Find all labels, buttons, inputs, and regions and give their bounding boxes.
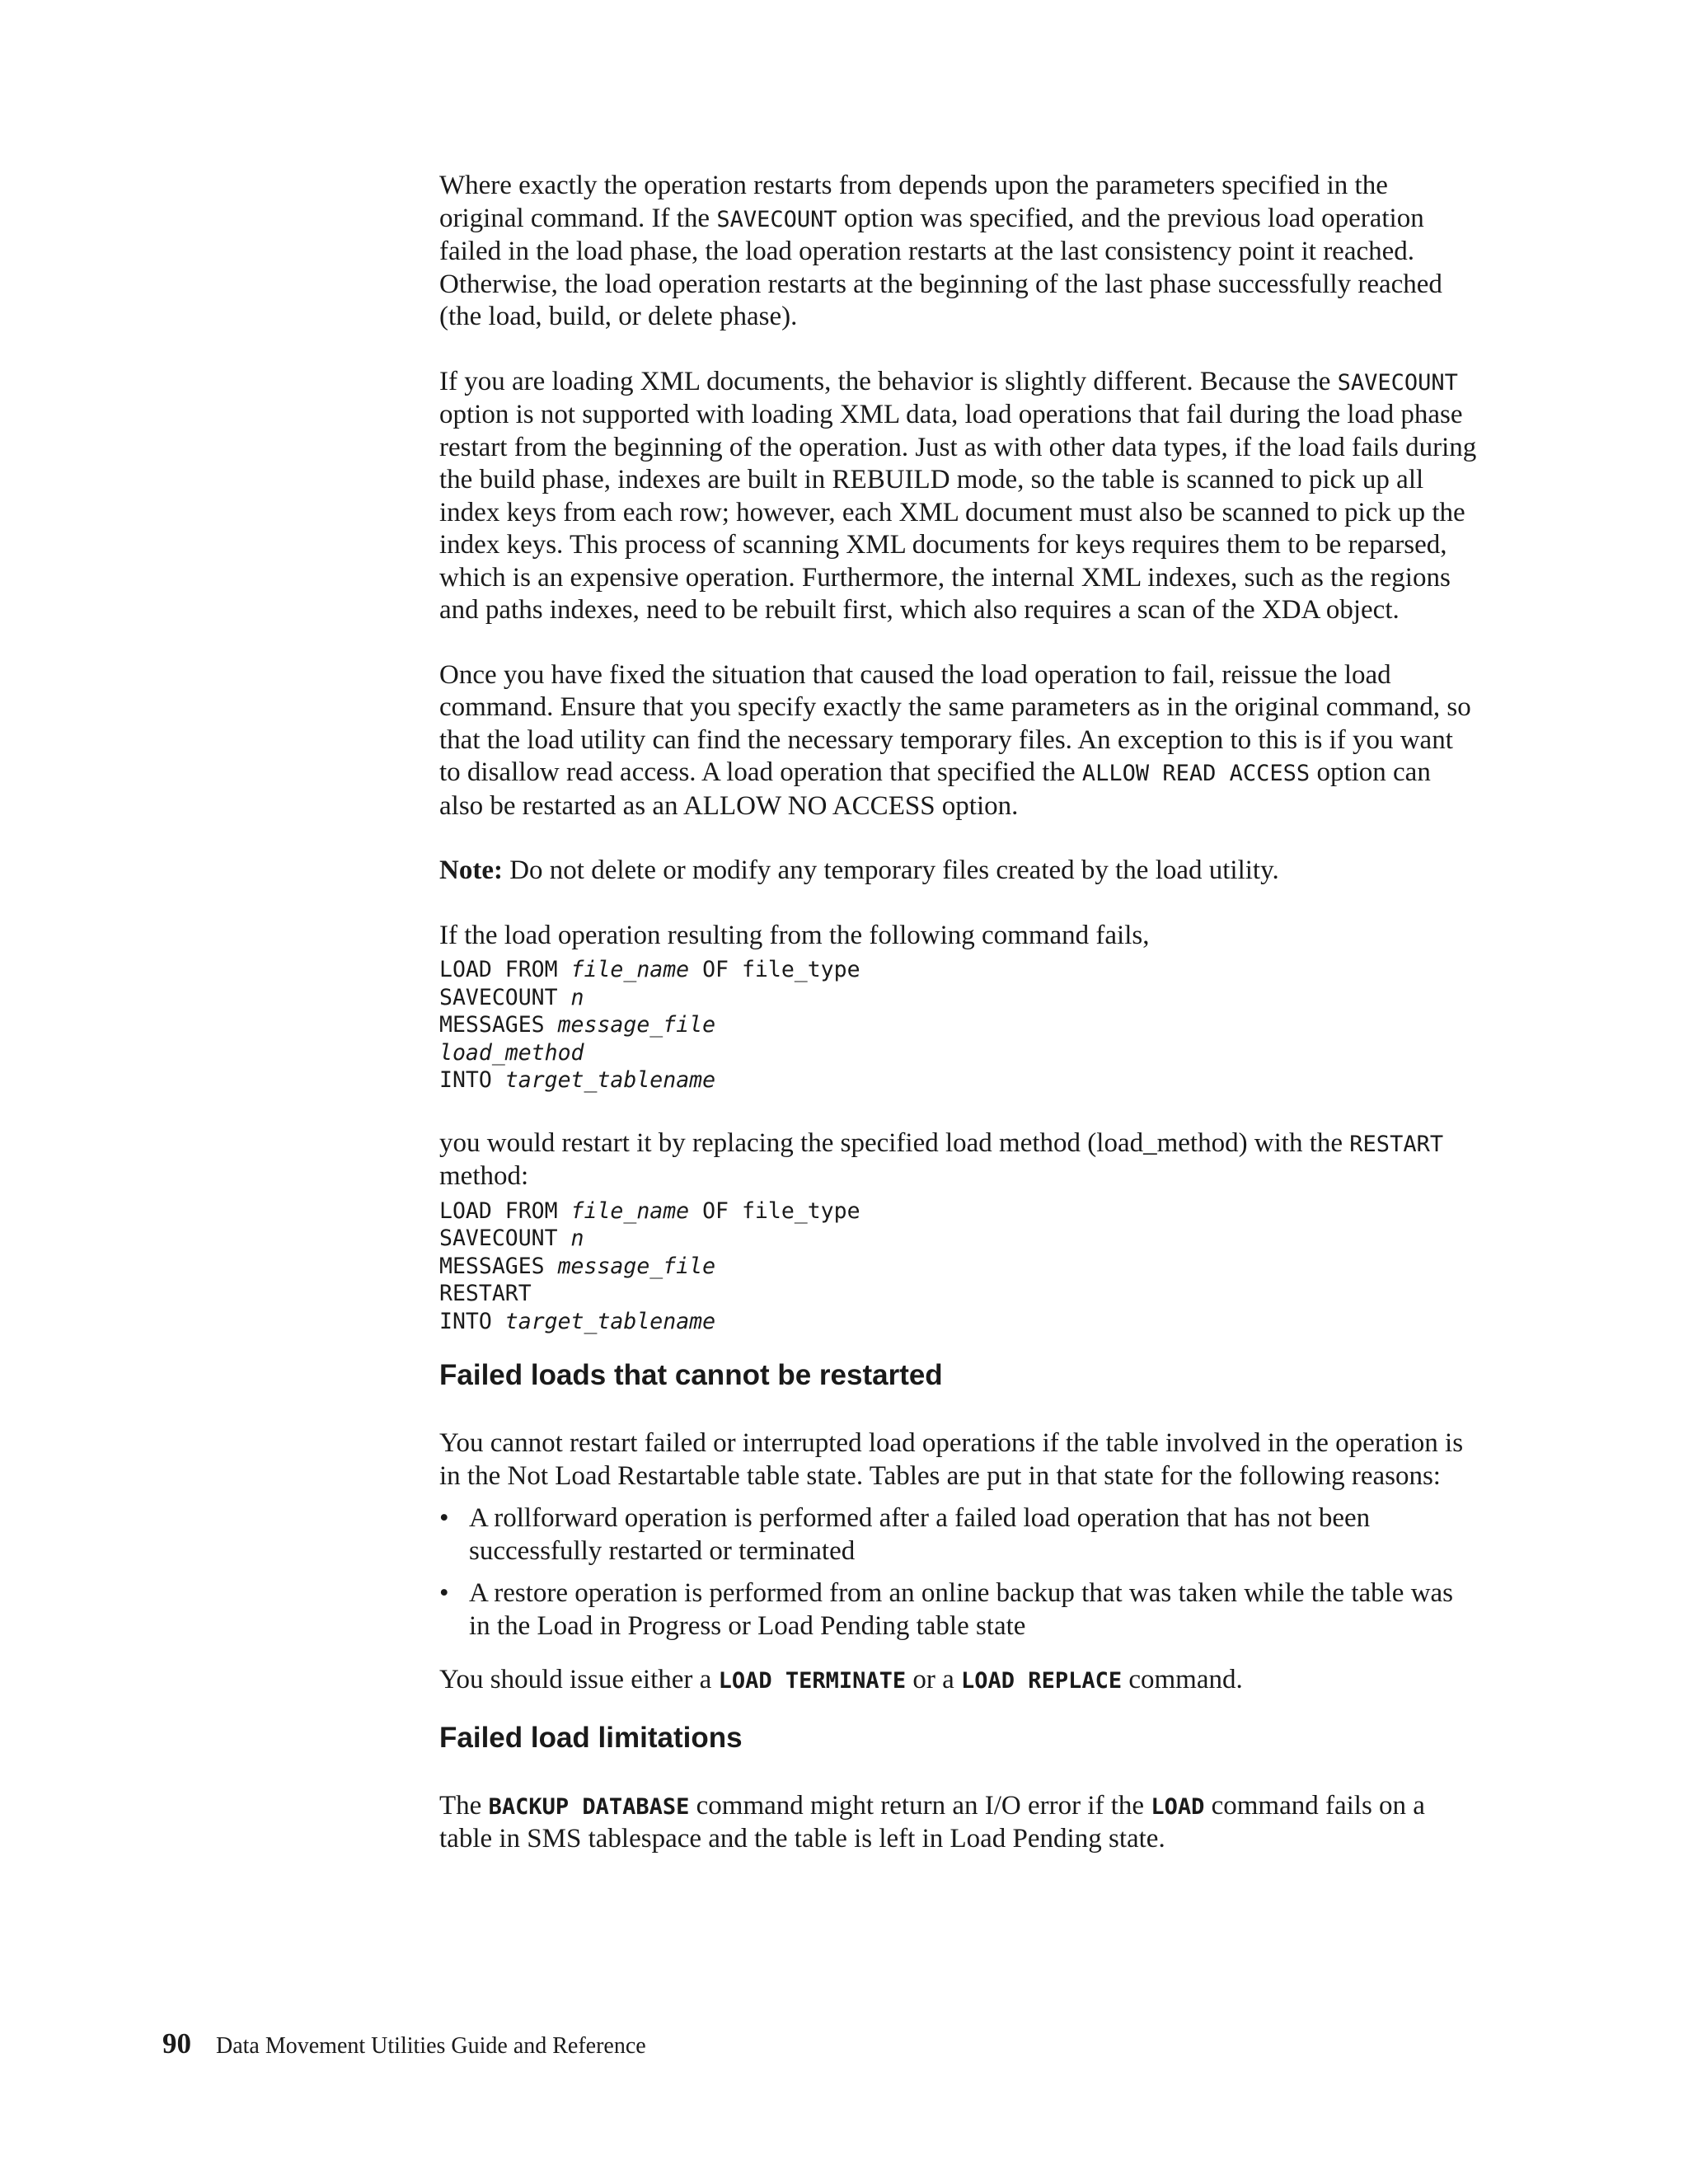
code-variable: file_name — [570, 1197, 690, 1224]
text: method: — [439, 1161, 529, 1191]
text: you would restart it by replacing the specified load method (load_method) with the — [439, 1127, 1350, 1158]
bullet-icon: • — [439, 1578, 449, 1608]
code-token: SAVECOUNT — [439, 1226, 571, 1251]
command-text: BACKUP DATABASE — [488, 1793, 690, 1820]
inline-code-restart: RESTART — [1349, 1131, 1444, 1157]
paragraph-xml-behavior — [439, 366, 1478, 627]
code-token: MESSAGES — [439, 1012, 558, 1038]
code-block-original — [439, 956, 1478, 1094]
text: option is not supported with loading XML data, load operations that fail during the load phase restart from the beginning of the operation. Just as with other data types, if the load fails during the build phase, indexes are built in REBUILD mode, so the table is scanned to pick up all index keys from each row; however, each XML document must also be scanned to pick up the index keys. This process of scanning XML documents for keys requires them to be reparsed, which is an expensive operation. Furthermore, the internal XML indexes, such as the regions and paths indexes, need to be rebuilt first, which also requires a scan of the XDA object. — [439, 400, 1477, 625]
note-text: Do not delete or modify any temporary files created by the load utility. — [502, 855, 1279, 885]
command-text: LOAD REPLACE — [961, 1668, 1123, 1694]
note-label: Note: — [439, 855, 503, 885]
code-variable: file_name — [570, 957, 690, 982]
code-token: INTO — [439, 1067, 505, 1093]
inline-code-savecount: SAVECOUNT — [716, 206, 837, 232]
code-variable: target_tablename — [504, 1308, 716, 1334]
inline-code-savecount: SAVECOUNT — [1337, 369, 1458, 396]
code-block-restart — [439, 1197, 1478, 1336]
code-token: INTO — [439, 1308, 505, 1334]
reasons-list — [439, 1502, 1478, 1643]
bullet-icon: • — [439, 1503, 449, 1533]
inline-code-allow-read-access: ALLOW READ ACCESS — [1081, 761, 1311, 786]
paragraph-command-intro: If the load operation resulting from the following command fails, — [439, 920, 1150, 950]
paragraph-restart-method — [439, 1127, 1478, 1193]
inline-command-backup-database — [489, 1794, 690, 1820]
list-item-text: A rollforward operation is performed after a failed load operation that has not been successfully restarted or terminated — [469, 1503, 1371, 1566]
code-variable: n — [570, 1226, 584, 1251]
text: If you are loading XML documents, the behavior is slightly different. Because the — [439, 366, 1338, 396]
text: command. — [1122, 1665, 1243, 1694]
page-content — [439, 170, 1478, 1888]
code-token: LOAD FROM — [439, 957, 571, 982]
note — [439, 855, 1478, 888]
code-token: MESSAGES — [439, 1253, 558, 1279]
page-number: 90 — [162, 2027, 191, 2060]
code-variable: load_method — [439, 1039, 584, 1066]
code-variable: n — [570, 984, 584, 1010]
code-token: RESTART — [439, 1281, 532, 1306]
text: command fails on a table in SMS tablespace and the table is left in Load Pending state. — [439, 1790, 1425, 1854]
paragraph-reissue — [439, 659, 1478, 823]
code-token: LOAD FROM — [439, 1197, 571, 1224]
code-token: OF file_type — [689, 957, 860, 982]
text: option was specified, and the previous load operation failed in the load phase, the load operation restarts at the last consistency point it reached. Otherwise, the load operation restarts at the beginning of the last phase successfully reached (the load, build, or delete phase). — [439, 203, 1442, 331]
inline-command-load-terminate — [719, 1668, 907, 1694]
code-variable: message_file — [557, 1253, 716, 1279]
command-text: LOAD TERMINATE — [718, 1668, 907, 1694]
text: option can also be restarted as an ALLOW NO ACCESS option. — [439, 757, 1431, 821]
code-variable: message_file — [557, 1012, 716, 1038]
list-item-text: A restore operation is performed from an online backup that was taken while the table was in the Load in Progress or Load Pending table state — [469, 1578, 1454, 1641]
list-item — [439, 1577, 1478, 1643]
code-token: OF file_type — [689, 1197, 860, 1224]
inline-command-load-replace — [961, 1668, 1122, 1694]
text: The — [439, 1790, 489, 1821]
paragraph-issue-command — [439, 1664, 1478, 1698]
paragraph-restart-origin — [439, 170, 1478, 334]
command-text: LOAD — [1151, 1793, 1205, 1820]
text: command might return an I/O error if the — [689, 1790, 1151, 1821]
text: or a — [906, 1665, 962, 1694]
heading-failed-load-limitations: Failed load limitations — [439, 1721, 743, 1754]
code-variable: target_tablename — [504, 1067, 716, 1093]
text: Once you have fixed the situation that caused the load operation to fail, reissue the load command. Ensure that you specify exactly the same parameters as in the original command, so that the load utility can find the necessary temporary files. An exception to this is if you want to disallow read access. A load operation that specified the — [439, 659, 1471, 787]
page-footer — [162, 2027, 646, 2060]
heading-failed-loads-not-restartable: Failed loads that cannot be restarted — [439, 1359, 943, 1391]
list-item — [439, 1502, 1478, 1568]
code-token: SAVECOUNT — [439, 984, 571, 1010]
document-title: Data Movement Utilities Guide and Reference — [216, 2033, 646, 2059]
paragraph-not-restartable: You cannot restart failed or interrupted load operations if the table involved in the operation is in the Not Load Restartable table state. Tables are put in that state for the following reasons: — [439, 1428, 1464, 1491]
paragraph-backup-error — [439, 1790, 1478, 1856]
text: You should issue either a — [439, 1665, 719, 1694]
inline-command-load — [1151, 1794, 1204, 1820]
text: Where exactly the operation restarts from depends upon the parameters specified in the original command. If the — [439, 171, 1388, 233]
